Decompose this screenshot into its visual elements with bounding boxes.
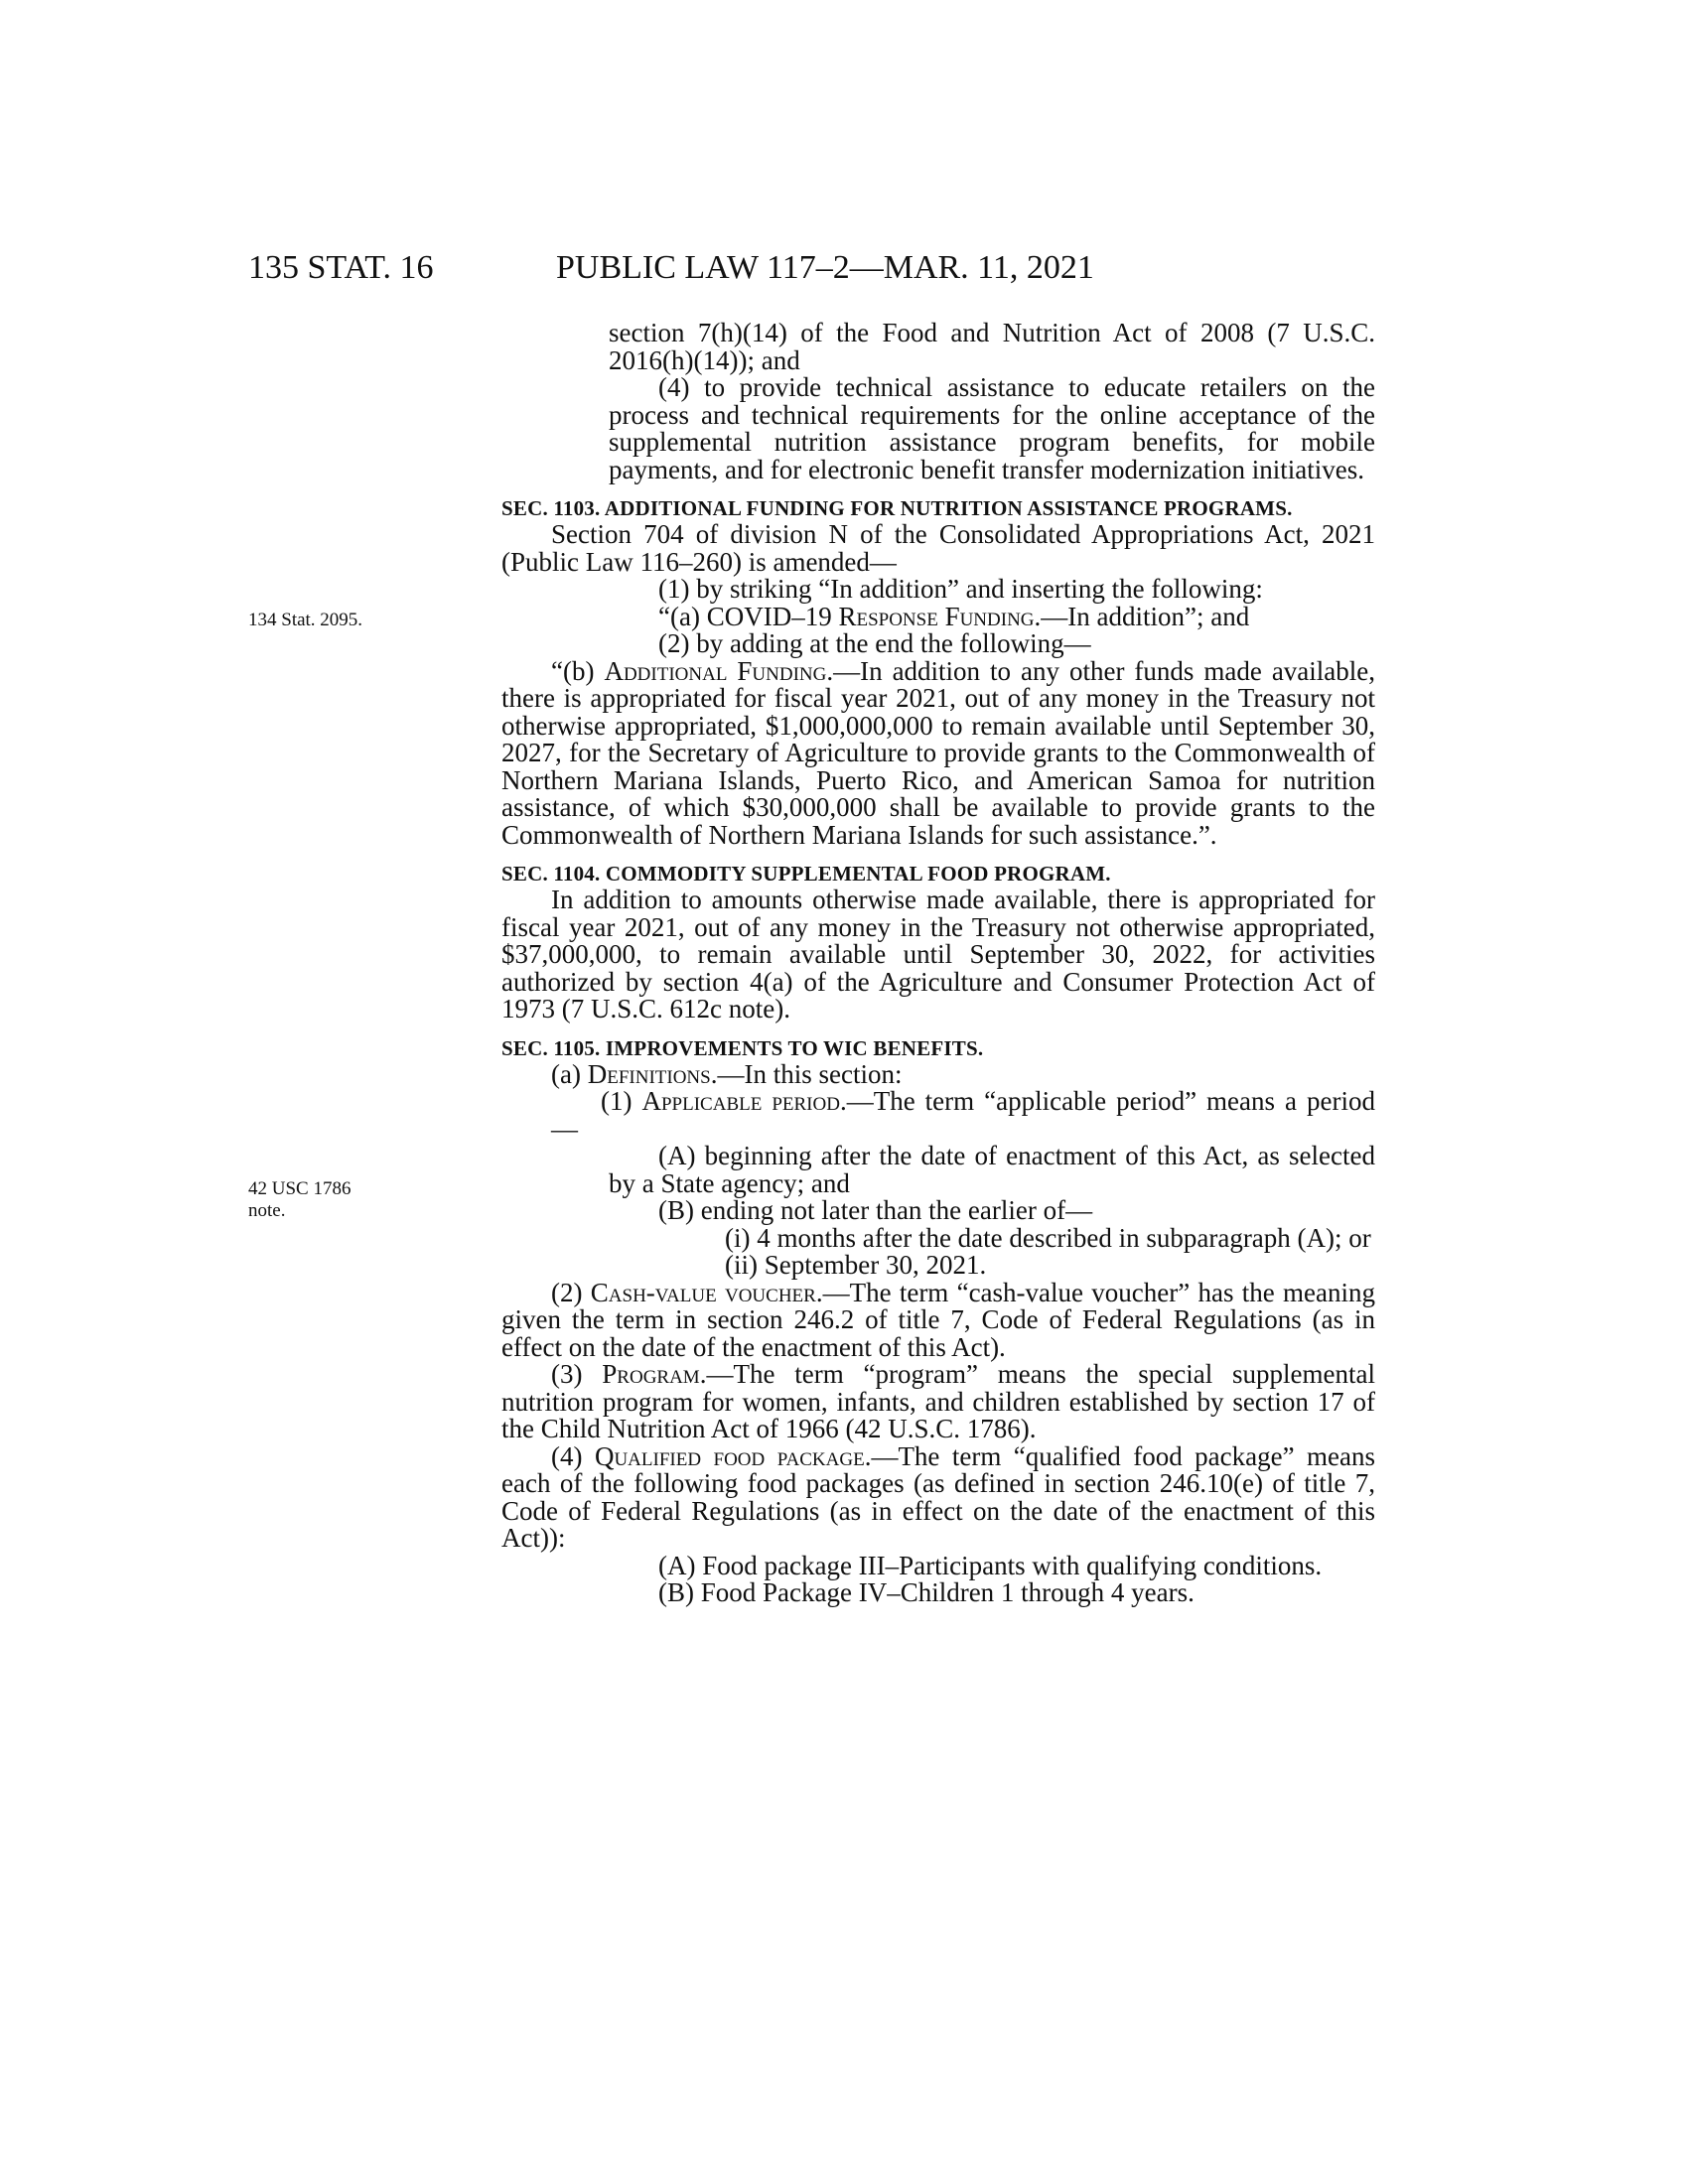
subsection-a-prefix: “(a) bbox=[658, 601, 707, 631]
definition-1-clause-B-i: (i) 4 months after the date described in subparagraph (A); or bbox=[725, 1222, 1371, 1253]
section-heading-1105: SEC. 1105. IMPROVEMENTS TO WIC BENEFITS. bbox=[501, 1035, 984, 1060]
definition-qualified-food-package bbox=[501, 1440, 1376, 1553]
definition-applicable-period bbox=[501, 1088, 1375, 1143]
definition-4-prefix: (4) bbox=[551, 1440, 595, 1471]
definitions-text: .—In this section: bbox=[710, 1058, 903, 1089]
page-running-head: PUBLIC LAW 117–2—MAR. 11, 2021 bbox=[556, 249, 1094, 286]
definition-3-prefix: (3) bbox=[551, 1359, 603, 1389]
definition-1-text: .—The term “applicable period” means a period— bbox=[551, 1086, 1375, 1144]
definition-program bbox=[501, 1361, 1375, 1443]
definition-2-term: Cash-value voucher bbox=[590, 1277, 816, 1307]
definition-1-clause-B-ii: (ii) September 30, 2021. bbox=[725, 1250, 987, 1280]
definition-cash-value-voucher bbox=[501, 1277, 1376, 1362]
paragraph-continuation: section 7(h)(14) of the Food and Nutrition Act of 2008 (7 U.S.C. 2016(h)(14)); and bbox=[609, 318, 1375, 375]
paragraph-1103-item-1: (1) by striking “In addition” and inserting the following: bbox=[658, 574, 1263, 604]
definition-1-term: Applicable period bbox=[641, 1086, 840, 1116]
definition-4-text: .—The term “qualified food package” means each of the following food packages (as defined in section 246.10(e) of title 7, Code of Federal Regulations (as in effect on the date of the enactment of this Act)): bbox=[501, 1440, 1376, 1553]
paragraph-1103-item-2: (2) by adding at the end the following— bbox=[658, 628, 1091, 658]
section-heading-1104: SEC. 1104. COMMODITY SUPPLEMENTAL FOOD PROGRAM. bbox=[501, 862, 1111, 886]
definition-1-clause-B: (B) ending not later than the earlier of— bbox=[658, 1195, 1093, 1225]
definition-2-prefix: (2) bbox=[551, 1277, 591, 1307]
paragraph-1103-intro: Section 704 of division N of the Consolidated Appropriations Act, 2021 (Public Law 116–260) is amended— bbox=[501, 519, 1375, 577]
document-body bbox=[501, 320, 1375, 1607]
definition-1-prefix: (1) bbox=[601, 1086, 642, 1116]
definition-3-term: Program bbox=[602, 1359, 700, 1389]
paragraph-1103-subsection-b bbox=[501, 655, 1376, 850]
paragraph-item-4: (4) to provide technical assistance to educate retailers on the process and technical requirements for the online acceptance of the supplemental nutrition assistance program benefits, for mobile payments, and for electronic benefit transfer modernization initiatives. bbox=[609, 372, 1375, 484]
definitions-heading: Definitions bbox=[587, 1058, 711, 1089]
subsection-b-text: .—In addition to any other funds made available, there is appropriated for fiscal year 2021, out of any money in the Treasury not otherwise appropriated, $1,000,000,000 to remain available until September 30, 2027, for the Secretary of Agriculture to provide grants to the Commonwealth of Northern Mariana Islands, Puerto Rico, and American Samoa for nutrition assistance, of which $30,000,000 shall be available to provide grants to the Commonwealth of Northern Mariana Islands for such assistance.”. bbox=[501, 655, 1376, 850]
page-stat-number: 135 STAT. 16 bbox=[248, 249, 434, 286]
definition-4-clause-A: (A) Food package III–Participants with qualifying conditions. bbox=[658, 1550, 1323, 1580]
definition-4-term: Qualified food package bbox=[594, 1440, 865, 1471]
subsection-b-heading: Additional Funding bbox=[604, 655, 827, 686]
definition-1-clause-A: (A) beginning after the date of enactment of this Act, as selected by a State agency; and bbox=[609, 1141, 1375, 1198]
definitions-prefix: (a) bbox=[551, 1058, 588, 1089]
paragraph-1104-body: In addition to amounts otherwise made available, there is appropriated for fiscal year 2021, out of any money in the Treasury not otherwise appropriated, $37,000,000, to remain available until September 30, 2022, for activities authorized by section 4(a) of the Agriculture and Consumer Protection Act of 1973 (7 U.S.C. 612c note). bbox=[501, 885, 1375, 1024]
definition-3-text: .—The term “program” means the special supplemental nutrition program for women, infants, and children established by section 17 of the Child Nutrition Act of 1966 (42 U.S.C. 1786). bbox=[501, 1359, 1375, 1443]
margin-note-usc-line1: 42 USC 1786 bbox=[248, 1178, 352, 1199]
margin-note-usc-line2: note. bbox=[248, 1200, 286, 1221]
paragraph-1105-definitions bbox=[501, 1058, 1375, 1089]
section-heading-1103: SEC. 1103. ADDITIONAL FUNDING FOR NUTRITION ASSISTANCE PROGRAMS. bbox=[501, 496, 1293, 520]
subsection-a-heading: COVID–19 Response Funding bbox=[706, 601, 1035, 631]
definition-4-clause-B: (B) Food Package IV–Children 1 through 4 years. bbox=[658, 1577, 1195, 1607]
paragraph-1103-subsection-a bbox=[501, 601, 1375, 631]
subsection-b-prefix: “(b) bbox=[551, 655, 605, 686]
margin-note-stat-citation: 134 Stat. 2095. bbox=[248, 610, 363, 630]
subsection-a-text: .—In addition”; and bbox=[1034, 601, 1250, 631]
margin-note-usc-citation bbox=[248, 1178, 437, 1222]
definition-2-text: .—The term “cash-value voucher” has the meaning given the term in section 246.2 of title 7, Code of Federal Regulations (as in effect on the date of the enactment of this Act). bbox=[501, 1277, 1376, 1362]
